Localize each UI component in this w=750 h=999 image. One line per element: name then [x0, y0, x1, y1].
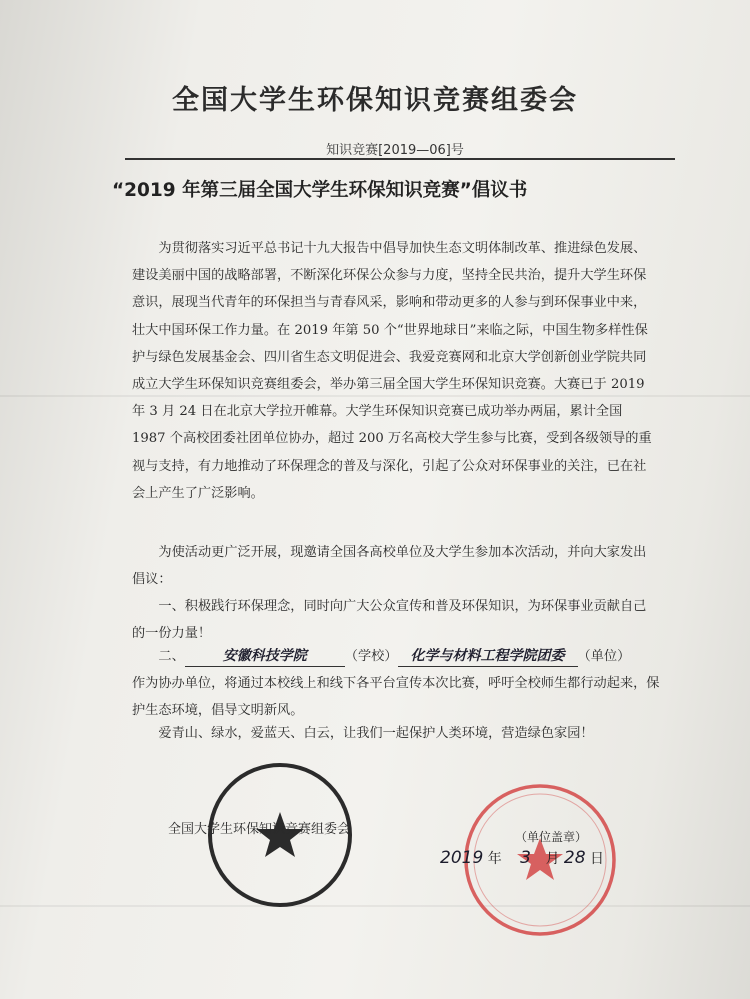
paragraph-5: 爱青山、绿水，爱蓝天、白云，让我们一起保护人类环境，营造绿色家园！: [158, 726, 594, 741]
paper-crease: [0, 905, 750, 907]
date-month-unit: 月: [545, 851, 560, 867]
paragraph-4: [132, 643, 662, 725]
paragraph-3: 一、积极践行环保理念，同时向广大公众宣传和普及环保知识，为环保事业贡献自己的一份力量！: [132, 599, 647, 642]
date-year: 2019: [440, 848, 484, 868]
unit-label: （单位）: [577, 649, 631, 664]
date-day: 28: [563, 848, 586, 868]
footer-org-signature: 全国大学生环保知识竞赛组委会: [168, 822, 351, 837]
p4-prefix: 二、: [158, 649, 185, 664]
paragraph-1: 为贯彻落实习近平总书记十九大报告中倡导加快生态文明体制改革、推进绿色发展、建设美丽中国的战略部署，不断深化环保公众参与力度，坚持全民共治，提升大学生环保意识，展现当代青年的环保担当与青春风采，影响和带动更多的人参与到环保事业中来，壮大中国环保工作力量。在 2019 年第 50 个“世界地球日”来临之际，中国生物多样性保护与绿色发展基金会、四川省生态文明促进会、我爱竞赛网和北京大学创新创业学院共同成立大学生环保知识竞赛组委会，举办第三届全国大学生环保知识竞赛。大赛已于 2019 年 3 月 24 日在北京大学拉开帷幕。大学生环保知识竞赛已成功举办两届，累计全国 1987 个高校团委社团单位协办，超过 200 万名高校大学生参与比赛，受到各级领导的重视与支持，有力地推动了环保理念的普及与深化，引起了公众对环保事业的关注，已在社会上产生了广泛影响。: [132, 241, 652, 501]
paragraph-2: 为使活动更广泛开展，现邀请全国各高校单位及大学生参加本次活动，并向大家发出倡议：: [132, 545, 647, 588]
document-number: 知识竞赛[2019—06]号: [326, 143, 464, 158]
unit-seal-label: （单位盖章）: [515, 830, 588, 844]
unit-fill-handwritten: 化学与材料工程学院团委: [398, 646, 578, 667]
date-month: 3: [520, 848, 531, 868]
date-year-unit: 年: [487, 851, 502, 867]
signing-date: [440, 848, 604, 868]
p4-rest: 作为协办单位，将通过本校线上和线下各平台宣传本次比赛，呼吁全校师生都行动起来，保护生态环境，倡导文明新风。: [132, 676, 660, 719]
document-title: “2019 年第三届全国大学生环保知识竞赛”倡议书: [112, 180, 528, 201]
header-rule: [125, 158, 675, 160]
date-day-unit: 日: [590, 851, 604, 867]
school-label: （学校）: [344, 649, 398, 664]
org-title: 全国大学生环保知识竞赛组委会: [172, 85, 578, 116]
school-fill-handwritten: 安徽科技学院: [185, 646, 345, 667]
